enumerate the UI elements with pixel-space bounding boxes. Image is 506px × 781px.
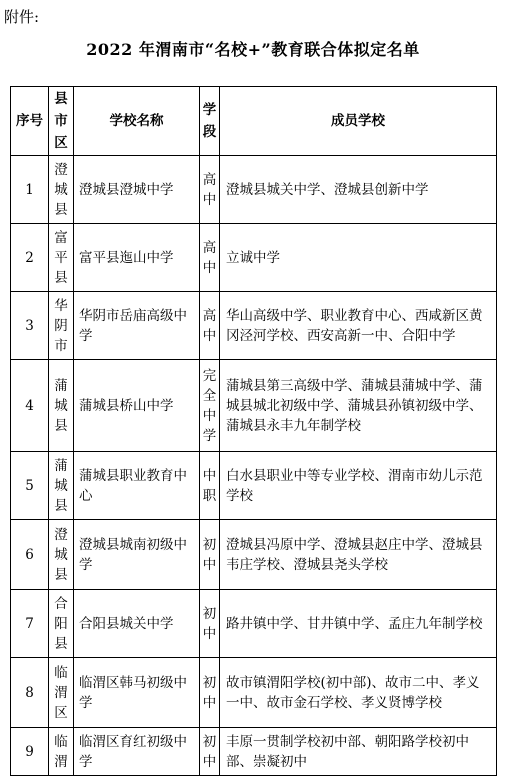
row-number: 3 bbox=[11, 292, 49, 360]
school-name-cell: 蒲城县桥山中学 bbox=[74, 360, 200, 452]
stage-cell: 完全中学 bbox=[200, 360, 220, 452]
stage-cell: 初中 bbox=[200, 658, 220, 728]
district-cell: 蒲城县 bbox=[49, 360, 74, 452]
table-row bbox=[11, 292, 497, 360]
row-number: 8 bbox=[11, 658, 49, 728]
row-number: 6 bbox=[11, 520, 49, 590]
row-number: 5 bbox=[11, 452, 49, 520]
school-name-cell: 富平县迤山中学 bbox=[74, 224, 200, 292]
school-name-cell: 华阴市岳庙高级中学 bbox=[74, 292, 200, 360]
district-cell: 蒲城县 bbox=[49, 452, 74, 520]
table-row bbox=[11, 590, 497, 658]
district-cell: 合阳县 bbox=[49, 590, 74, 658]
member-schools-cell: 华山高级中学、职业教育中心、西咸新区黄冈泾河学校、西安高新一中、合阳中学 bbox=[220, 292, 497, 360]
header-no: 序号 bbox=[11, 87, 49, 156]
district-cell: 澄城县 bbox=[49, 156, 74, 224]
stage-cell: 初中 bbox=[200, 728, 220, 776]
attachment-label: 附件: bbox=[4, 8, 40, 26]
table-row bbox=[11, 224, 497, 292]
table-row bbox=[11, 728, 497, 776]
member-schools-cell: 澄城县城关中学、澄城县创新中学 bbox=[220, 156, 497, 224]
stage-cell: 高中 bbox=[200, 224, 220, 292]
table-row bbox=[11, 156, 497, 224]
table-row bbox=[11, 520, 497, 590]
member-schools-cell: 路井镇中学、甘井镇中学、孟庄九年制学校 bbox=[220, 590, 497, 658]
stage-cell: 高中 bbox=[200, 292, 220, 360]
district-cell: 临渭 bbox=[49, 728, 74, 776]
header-members: 成员学校 bbox=[220, 87, 497, 156]
district-cell: 澄城县 bbox=[49, 520, 74, 590]
member-schools-cell: 白水县职业中等专业学校、渭南市幼儿示范学校 bbox=[220, 452, 497, 520]
district-cell: 富平县 bbox=[49, 224, 74, 292]
school-name-cell: 蒲城县职业教育中心 bbox=[74, 452, 200, 520]
header-district: 县市区 bbox=[49, 87, 74, 156]
member-schools-cell: 蒲城县第三高级中学、蒲城县蒲城中学、蒲城县城北初级中学、蒲城县孙镇初级中学、蒲城县永丰九年制学校 bbox=[220, 360, 497, 452]
stage-cell: 初中 bbox=[200, 590, 220, 658]
table-header-row bbox=[11, 87, 497, 156]
school-name-cell: 合阳县城关中学 bbox=[74, 590, 200, 658]
table-row bbox=[11, 360, 497, 452]
school-name-cell: 临渭区育红初级中学 bbox=[74, 728, 200, 776]
district-cell: 临渭区 bbox=[49, 658, 74, 728]
table-row bbox=[11, 452, 497, 520]
school-name-cell: 临渭区韩马初级中学 bbox=[74, 658, 200, 728]
member-schools-cell: 丰原一贯制学校初中部、朝阳路学校初中部、崇凝初中 bbox=[220, 728, 497, 776]
row-number: 1 bbox=[11, 156, 49, 224]
stage-cell: 高中 bbox=[200, 156, 220, 224]
header-school: 学校名称 bbox=[74, 87, 200, 156]
header-stage: 学段 bbox=[200, 87, 220, 156]
school-name-cell: 澄城县城南初级中学 bbox=[74, 520, 200, 590]
member-schools-cell: 故市镇渭阳学校(初中部)、故市二中、孝义一中、故市金石学校、孝义贤博学校 bbox=[220, 658, 497, 728]
document-title: 2022 年渭南市“名校+”教育联合体拟定名单 bbox=[86, 40, 420, 59]
stage-cell: 初中 bbox=[200, 520, 220, 590]
table-row bbox=[11, 658, 497, 728]
member-schools-cell: 澄城县冯原中学、澄城县赵庄中学、澄城县韦庄学校、澄城县尧头学校 bbox=[220, 520, 497, 590]
row-number: 2 bbox=[11, 224, 49, 292]
row-number: 9 bbox=[11, 728, 49, 776]
school-list-table bbox=[10, 86, 497, 776]
row-number: 4 bbox=[11, 360, 49, 452]
stage-cell: 中职 bbox=[200, 452, 220, 520]
school-name-cell: 澄城县澄城中学 bbox=[74, 156, 200, 224]
district-cell: 华阴市 bbox=[49, 292, 74, 360]
member-schools-cell: 立诚中学 bbox=[220, 224, 497, 292]
row-number: 7 bbox=[11, 590, 49, 658]
